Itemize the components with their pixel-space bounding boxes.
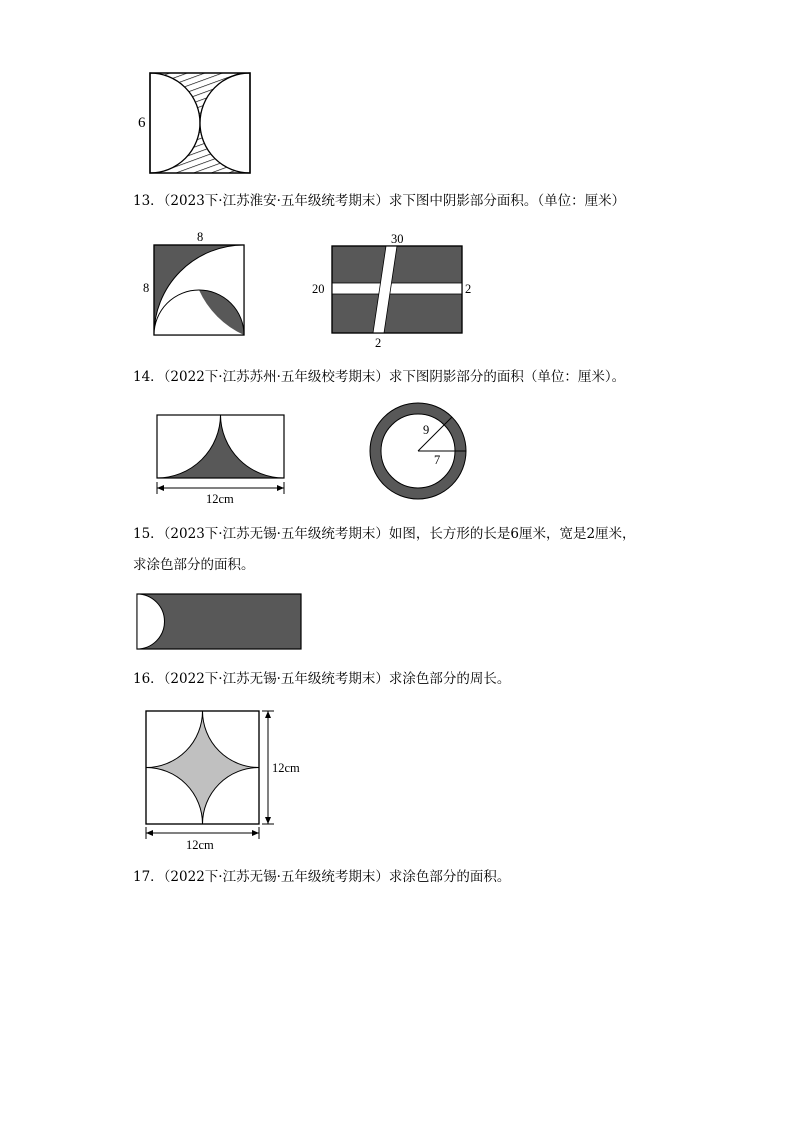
question-15-text-line1: 15．（2023下·江苏无锡·五年级统考期末）如图，长方形的长是6厘米，宽是2厘米， [133,526,636,542]
question-14-text: 14．（2022下·江苏苏州·五年级校考期末）求下图阴影部分的面积（单位：厘米）。 [133,369,626,385]
q14-figure-a [150,410,295,508]
width-label: 12cm [206,492,234,506]
q16-figure [140,704,315,856]
question-17-text: 17．（2022下·江苏无锡·五年级统考期末）求涂色部分的面积。 [133,869,511,885]
height-label: 12cm [272,761,300,775]
arrow-up [265,711,271,718]
top-label: 30 [391,232,404,246]
side-label: 6 [138,115,146,131]
left-label: 20 [312,282,325,296]
top-label: 8 [197,230,204,244]
q13-figure-a [140,228,255,340]
arrow-left [157,485,164,491]
arrow-right [252,830,259,836]
question-13-text: 13．（2023下·江苏淮安·五年级统考期末）求下图中阴影部分面积。（单位：厘米） [133,193,626,209]
q14-figure-b [364,404,474,504]
question-15-text-line2: 求涂色部分的面积。 [133,557,255,573]
question-16-text: 16．（2022下·江苏无锡·五年级统考期末）求涂色部分的周长。 [133,671,511,687]
arrow-left [146,830,153,836]
q13-figure-b [308,228,478,354]
q15-figure [134,590,306,654]
width-label: 12cm [186,838,214,852]
bottom-label: 2 [375,336,382,350]
horizontal-white-strip [332,283,462,294]
inner-radius-label: 7 [434,453,441,467]
right-label: 2 [465,282,472,296]
left-label: 8 [143,281,150,295]
q12-figure [130,68,260,178]
arrow-down [265,817,271,824]
outer-radius-label: 9 [423,423,430,437]
arrow-right [277,485,284,491]
